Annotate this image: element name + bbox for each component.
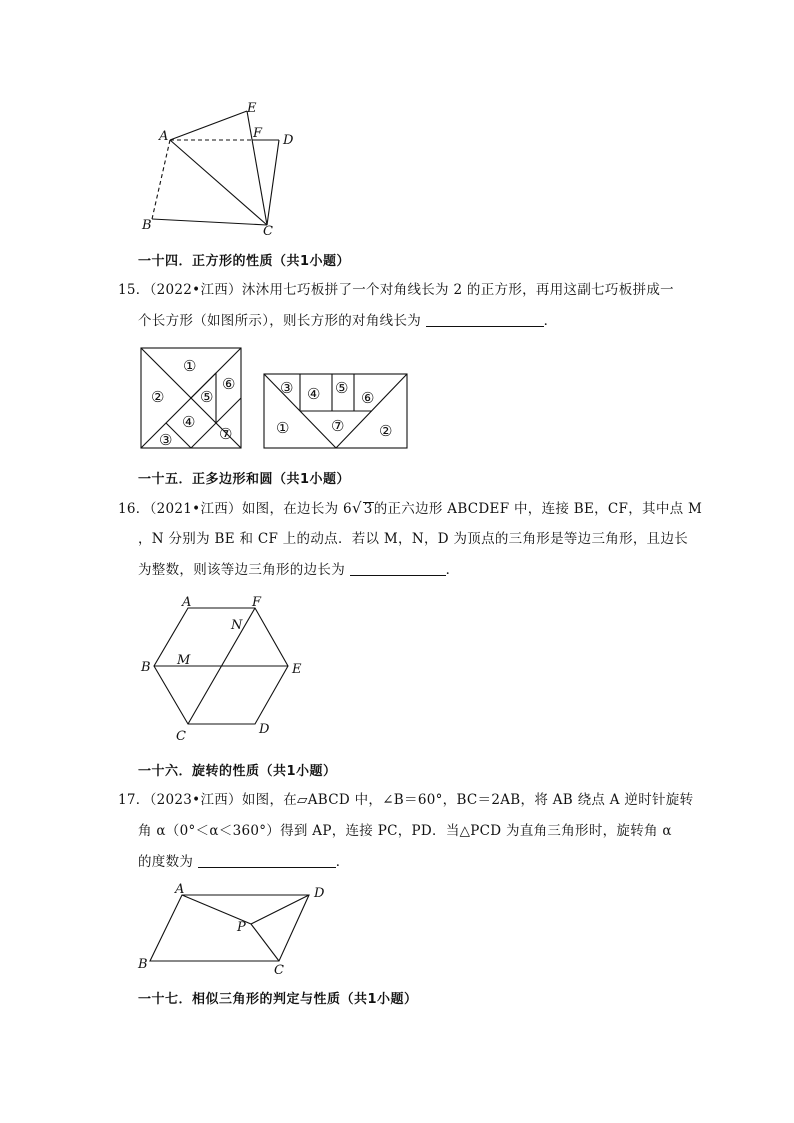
- piece-6: ⑥: [361, 389, 375, 407]
- piece-3: ③: [159, 431, 173, 449]
- tangram-rectangle-figure: [263, 373, 410, 451]
- label-C: C: [263, 224, 273, 239]
- section-heading-17: 一十七．相似三角形的判定与性质（共1小题）: [138, 992, 418, 1007]
- label-A: A: [175, 882, 185, 897]
- piece-3: ③: [280, 379, 294, 397]
- piece-5: ⑤: [200, 388, 214, 406]
- label-D: D: [283, 133, 294, 148]
- tangram-square-figure: [140, 347, 244, 451]
- label-F: F: [253, 126, 263, 141]
- q15-line2: 个长方形（如图所示），则长方形的对角线长为 ．: [138, 313, 558, 329]
- label-E: E: [247, 101, 257, 116]
- piece-1: ①: [183, 357, 197, 375]
- q16-line1: 16．（2021•江西）如图，在边长为 6√ 3的正六边形 ABCDEF 中，连接 BE，CF，其中点 M: [118, 499, 703, 517]
- q15-line1: 15．（2022•江西）沐沐用七巧板拼了一个对角线长为 2 的正方形，再用这副七巧板拼成一: [118, 282, 674, 298]
- piece-1: ①: [276, 419, 290, 437]
- piece-7: ⑦: [219, 425, 233, 443]
- parallelogram-figure: [133, 879, 333, 979]
- answer-blank: [350, 561, 446, 576]
- label-D: D: [314, 886, 325, 901]
- label-M: M: [177, 653, 191, 668]
- q16-line3: 为整数，则该等边三角形的边长为 ．: [138, 562, 460, 578]
- label-C: C: [176, 729, 186, 744]
- label-A: A: [159, 129, 169, 144]
- piece-5: ⑤: [335, 379, 349, 397]
- piece-4: ④: [182, 413, 196, 431]
- section-heading-16: 一十六．旋转的性质（共1小题）: [138, 764, 337, 779]
- answer-blank: [426, 312, 544, 327]
- label-A: A: [182, 595, 192, 610]
- label-E: E: [292, 662, 302, 677]
- piece-4: ④: [307, 385, 321, 403]
- q17-line3: 的度数为 ．: [138, 854, 350, 870]
- q16-line2: ，N 分别为 BE 和 CF 上的动点．若以 M，N，D 为顶点的三角形是等边三角形，且边长: [138, 531, 689, 547]
- label-N: N: [231, 618, 243, 633]
- hexagon-figure: [135, 592, 315, 747]
- label-C: C: [274, 963, 284, 978]
- piece-6: ⑥: [222, 375, 236, 393]
- label-D: D: [259, 722, 270, 737]
- label-B: B: [141, 660, 151, 675]
- piece-2: ②: [379, 422, 393, 440]
- piece-2: ②: [151, 388, 165, 406]
- q17-line2: 角 α（0°＜α＜360°）得到 AP，连接 PC，PD．当△PCD 为直角三角形时，旋转角 α: [138, 823, 672, 839]
- answer-blank: [198, 853, 336, 868]
- label-B: B: [138, 957, 148, 972]
- section-heading-14: 一十四．正方形的性质（共1小题）: [138, 254, 351, 269]
- top-geometry-figure: [135, 95, 310, 240]
- label-F: F: [252, 595, 262, 610]
- q17-line1: 17．（2023•江西）如图，在▱ABCD 中，∠B＝60°，BC＝2AB，将 AB 绕点 A 逆时针旋转: [118, 792, 694, 808]
- label-P: P: [237, 920, 246, 935]
- section-heading-15: 一十五．正多边形和圆（共1小题）: [138, 472, 351, 487]
- label-B: B: [142, 218, 152, 233]
- piece-7: ⑦: [331, 417, 345, 435]
